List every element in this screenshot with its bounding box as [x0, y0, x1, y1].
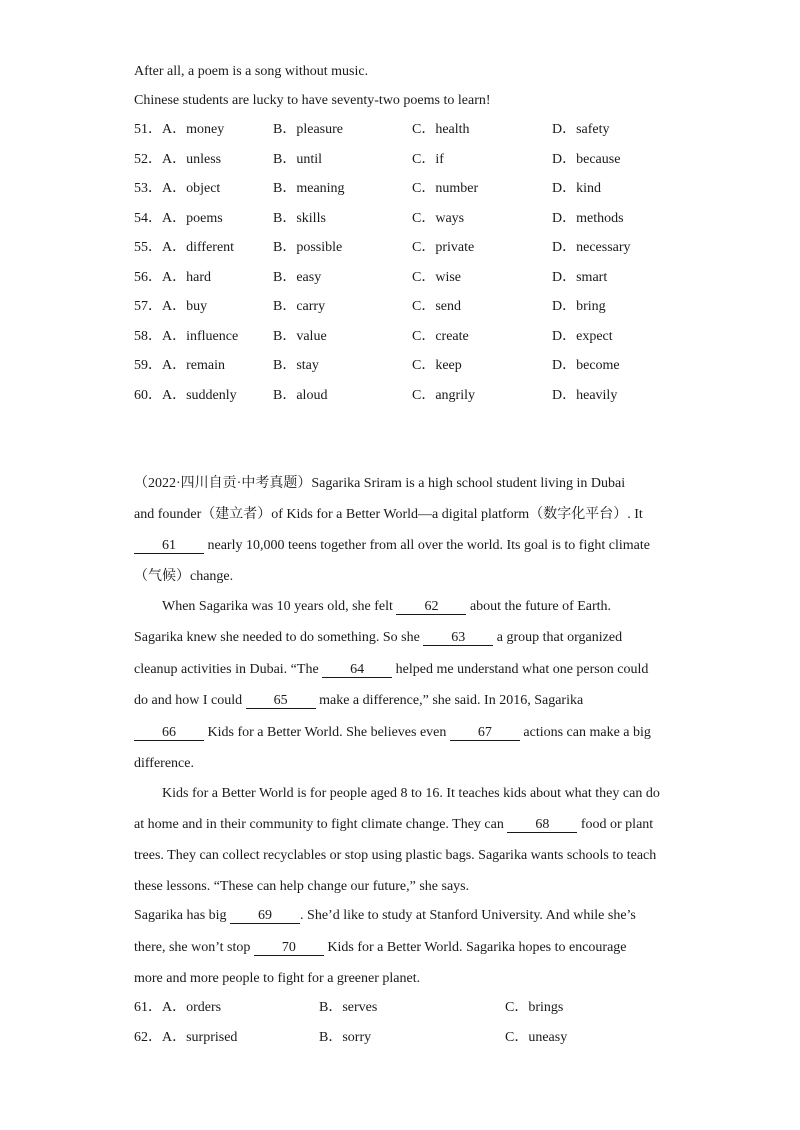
option-d[interactable]: D．smart	[552, 270, 608, 285]
option-c[interactable]: C．health	[412, 122, 470, 137]
question-number: 59．	[134, 358, 162, 373]
option-b[interactable]: B．easy	[273, 270, 322, 285]
question-row	[134, 387, 694, 405]
option-d[interactable]: D．heavily	[552, 388, 618, 403]
blank-69[interactable]: 69	[230, 909, 300, 924]
option-a[interactable]: A．unless	[162, 152, 222, 167]
question-row	[134, 357, 694, 375]
intro-line-2: Chinese students are lucky to have seventy-two poems to learn!	[134, 93, 491, 108]
blank-63[interactable]: 63	[423, 631, 493, 646]
question-row	[134, 121, 694, 139]
passage-line: 61 nearly 10,000 teens together from all over the world. Its goal is to fight climate	[134, 537, 674, 555]
option-a[interactable]: A．surprised	[162, 1030, 238, 1045]
option-d[interactable]: D．become	[552, 358, 620, 373]
option-a[interactable]: A．buy	[162, 299, 208, 314]
blank-62[interactable]: 62	[396, 600, 466, 615]
intro-line-1: After all, a poem is a song without music.	[134, 64, 369, 79]
question-number: 62．	[134, 1030, 162, 1045]
question-number: 56．	[134, 270, 162, 285]
passage-line: there, she won’t stop 70 Kids for a Better World. Sagarika hopes to encourage	[134, 940, 627, 955]
question-number: 57．	[134, 299, 162, 314]
question-row	[134, 239, 694, 257]
option-c[interactable]: C．if	[412, 152, 444, 167]
option-b[interactable]: B．stay	[273, 358, 319, 373]
question-row	[134, 1029, 694, 1047]
option-b[interactable]: B．serves	[319, 1000, 378, 1015]
question-row	[134, 328, 694, 346]
option-c[interactable]: C．keep	[412, 358, 462, 373]
option-a[interactable]: A．orders	[162, 1000, 222, 1015]
passage-line: 66 Kids for a Better World. She believes even 67 actions can make a big	[134, 724, 674, 742]
option-d[interactable]: D．bring	[552, 299, 606, 314]
question-number: 58．	[134, 329, 162, 344]
passage-line: Kids for a Better World is for people aged 8 to 16. It teaches kids about what they can do	[162, 786, 660, 801]
option-a[interactable]: A．money	[162, 122, 225, 137]
option-b[interactable]: B．skills	[273, 211, 326, 226]
passage-line: Sagarika knew she needed to do something. So she 63 a group that organized	[134, 630, 623, 645]
question-number: 60．	[134, 388, 162, 403]
passage-line: these lessons. “These can help change our future,” she says.	[134, 879, 470, 894]
option-c[interactable]: C．ways	[412, 211, 465, 226]
question-row	[134, 210, 694, 228]
option-d[interactable]: D．expect	[552, 329, 613, 344]
passage-line: When Sagarika was 10 years old, she felt 62 about the future of Earth.	[162, 599, 612, 614]
question-number: 53．	[134, 181, 162, 196]
option-b[interactable]: B．carry	[273, 299, 326, 314]
option-c[interactable]: C．wise	[412, 270, 461, 285]
question-row	[134, 151, 694, 169]
passage-line: at home and in their community to fight climate change. They can 68 food or plant	[134, 817, 654, 832]
passage-line: difference.	[134, 756, 194, 771]
blank-65[interactable]: 65	[246, 694, 316, 709]
passage-line: more and more people to fight for a greener planet.	[134, 971, 421, 986]
option-a[interactable]: A．suddenly	[162, 388, 237, 403]
blank-61[interactable]: 61	[134, 539, 204, 554]
passage-line: do and how I could 65 make a difference,” she said. In 2016, Sagarika	[134, 693, 584, 708]
option-b[interactable]: B．sorry	[319, 1030, 372, 1045]
option-a[interactable]: A．different	[162, 240, 235, 255]
option-b[interactable]: B．meaning	[273, 181, 345, 196]
blank-70[interactable]: 70	[254, 941, 324, 956]
passage-line: and founder（建立者）of Kids for a Better World—a digital platform（数字化平台）. It	[134, 507, 643, 522]
option-b[interactable]: B．until	[273, 152, 323, 167]
question-number: 61．	[134, 1000, 162, 1015]
option-c[interactable]: C．number	[412, 181, 479, 196]
option-c[interactable]: C．private	[412, 240, 475, 255]
blank-68[interactable]: 68	[507, 818, 577, 833]
option-d[interactable]: D．kind	[552, 181, 601, 196]
option-b[interactable]: B．aloud	[273, 388, 328, 403]
question-row	[134, 298, 694, 316]
question-row	[134, 999, 694, 1017]
question-number: 51．	[134, 122, 162, 137]
question-row	[134, 180, 694, 198]
option-c[interactable]: C．uneasy	[505, 1030, 568, 1045]
option-d[interactable]: D．safety	[552, 122, 610, 137]
passage-line: trees. They can collect recyclables or stop using plastic bags. Sagarika wants schools to teach	[134, 848, 657, 863]
question-row	[134, 269, 694, 287]
option-c[interactable]: C．create	[412, 329, 469, 344]
option-a[interactable]: A．poems	[162, 211, 223, 226]
passage-line: （2022·四川自贡·中考真题）Sagarika Sriram is a high school student living in Dubai	[134, 476, 626, 491]
option-b[interactable]: B．pleasure	[273, 122, 343, 137]
option-c[interactable]: C．brings	[505, 1000, 564, 1015]
option-b[interactable]: B．value	[273, 329, 327, 344]
option-c[interactable]: C．send	[412, 299, 461, 314]
option-d[interactable]: D．necessary	[552, 240, 631, 255]
passage-line: （气候）change.	[134, 569, 234, 584]
option-d[interactable]: D．because	[552, 152, 621, 167]
option-c[interactable]: C．angrily	[412, 388, 475, 403]
blank-67[interactable]: 67	[450, 726, 520, 741]
question-number: 52．	[134, 152, 162, 167]
option-a[interactable]: A．influence	[162, 329, 239, 344]
option-a[interactable]: A．object	[162, 181, 221, 196]
option-a[interactable]: A．remain	[162, 358, 225, 373]
passage-line: Sagarika has big 69 . She’d like to study at Stanford University. And while she’s	[134, 908, 636, 923]
option-b[interactable]: B．possible	[273, 240, 343, 255]
blank-64[interactable]: 64	[322, 663, 392, 678]
blank-66[interactable]: 66	[134, 726, 204, 741]
passage-line: cleanup activities in Dubai. “The 64 helped me understand what one person could	[134, 662, 649, 677]
question-number: 55．	[134, 240, 162, 255]
option-d[interactable]: D．methods	[552, 211, 624, 226]
question-number: 54．	[134, 211, 162, 226]
option-a[interactable]: A．hard	[162, 270, 211, 285]
